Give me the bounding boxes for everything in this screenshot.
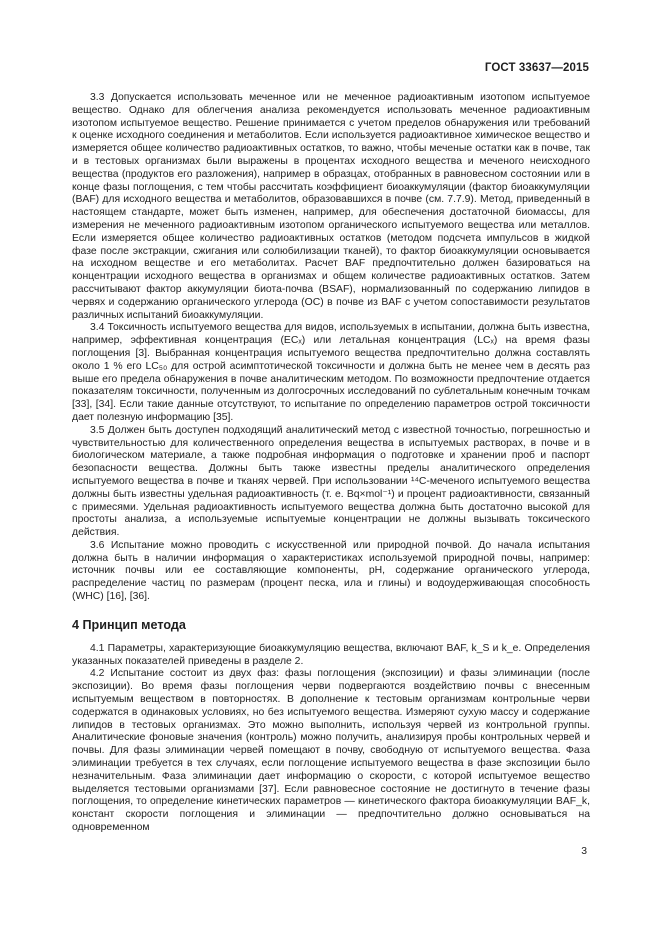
paragraph-4-1: 4.1 Параметры, характеризующие биоаккумуляцию вещества, включают BAF, k_S и k_e. Определения указанных показателей приведены в разделе 2. [72,642,590,667]
standard-number-header: ГОСТ 33637—2015 [484,62,589,74]
page-number: 3 [581,846,587,857]
paragraph-3-4: 3.4 Токсичность испытуемого вещества для видов, используемых в испытании, должна быть известна, например, эффективная концентрация (ECₓ) или летальная концентрация (LCₓ) на время фазы поглощения [3]. Выбранная концентрация испытуемого вещества предпочтительно должна составлять около 1 % его LC₅₀ для острой асимптотической токсичности и должна быть не менее чем в десять раз выше его предела обнаружения в почве аналитическим методом. По возможности предпочтение отдается показателям токсичности, полученным из долгосрочных исследований по сублетальным конечным точкам [33], [34]. Если такие данные отсутствуют, то испытание по определению параметров острой токсичности дает полезную информацию [35]. [72,322,590,423]
paragraph-3-5: 3.5 Должен быть доступен подходящий аналитический метод с известной точностью, погрешностью и чувствительностью для количественного определения вещества в испытуемых растворах, в почве и в биологическом материале, а также подробная информация о подготовке и хранении проб и паспорт безопасности вещества. Должны быть также известны пределы аналитического определения испытуемого вещества в почве и тканях червей. При использовании ¹⁴C-меченого испытуемого вещества должны быть известны удельная радиоактивность (т. е. Bq×mol⁻¹) и процент радиоактивности, связанный с примесями. Удельная радиоактивность испытуемого вещества должна быть достаточно высокой для простоты анализа, а используемые испытуемые концентрации не должны вызывать токсического действия. [72,424,590,539]
paragraph-3-6: 3.6 Испытание можно проводить с искусственной или природной почвой. До начала испытания должна быть в наличии информация о характеристиках используемой природной почвы, например: источник почвы или ее составляющие компоненты, pH, содержание органического углерода, распределение частиц по размерам (процент песка, ила и глины) и водоудерживающая способность (WHC) [16], [36]. [72,539,590,603]
document-body [72,92,590,835]
paragraph-4-2: 4.2 Испытание состоит из двух фаз: фазы поглощения (экспозиции) и фазы элиминации (после экспозиции). Во время фазы поглощения черви подвергаются воздействию почвы с внесенным испытуемым веществом в повторностях. В дополнение к тестовым организмам контрольные черви содержатся в одинаковых условиях, но без испытуемого вещества. Измеряют сухую массу и содержание липидов в тестовых организмах. Это можно выполнить, используя червей из контрольной группы. Аналитические фоновые значения (контроль) можно получить, анализируя пробы контрольных червей и почвы. Для фазы элиминации червей помещают в почву, свободную от испытуемого вещества. Фаза элиминации требуется в тех случаях, если поглощение испытуемого вещества в фазе экспозиции было незначительным. Фаза элиминации дает информацию о скорости, с которой испытуемое вещество выделяется тестовыми организмами [37]. Если равновесное состояние не достигнуто в течение фазы поглощения, то определение кинетических параметров — кинетического фактора биоаккумуляции BAF_k, констант скорости поглощения и элиминации — предпочтительно должно основываться на одновременном [72,668,590,834]
section-4-heading: 4 Принцип метода [72,617,186,632]
paragraph-3-3: 3.3 Допускается использовать меченное или не меченное радиоактивным изотопом испытуемое вещество. Однако для облегчения анализа рекомендуется использовать меченное радиоактивным изотопом испытуемое вещество. Решение принимается с учетом пределов обнаружения или требований к оценке исходного соединения и метаболитов. Если используется радиоактивное химическое вещество и измеряется общее количество радиоактивных остатков, то важно, чтобы меченые остатки как в почве, так и в тестовых организмах были выражены в процентах исходного вещества и меченого неисходного вещества (продуктов его разложения), например в образцах, отобранных в равновесном состоянии или в конце фазы поглощения, с тем чтобы рассчитать коэффициент биоаккумуляции (фактор биоаккумуляции (BAF) для исходного вещества и метаболитов, образовавшихся в почве (см. 7.7.9). Метод, приведенный в настоящем стандарте, может быть изменен, например, для обеспечения достаточной биомассы, для измерения не меченного радиоактивным изотопом органического испытуемого вещества или металлов. Если измеряется общее количество радиоактивных остатков (методом подсчета импульсов в жидкой фазе после экстракции, сжигания или солюбилизации тканей), то фактор биоаккумуляции основывается на исходном веществе и его метаболитах. Расчет BAF предпочтительно должен базироваться на концентрации исходного вещества в организмах и общем количестве радиоактивных остатков. Затем рассчитывают фактор аккумуляции биота-почва (BSAF), нормализованный по содержанию липидов в червях и содержанию органического углерода (OC) в почве из BAF с учетом сопоставимости результатов различных испытаний биоаккумуляции. [72,92,590,321]
